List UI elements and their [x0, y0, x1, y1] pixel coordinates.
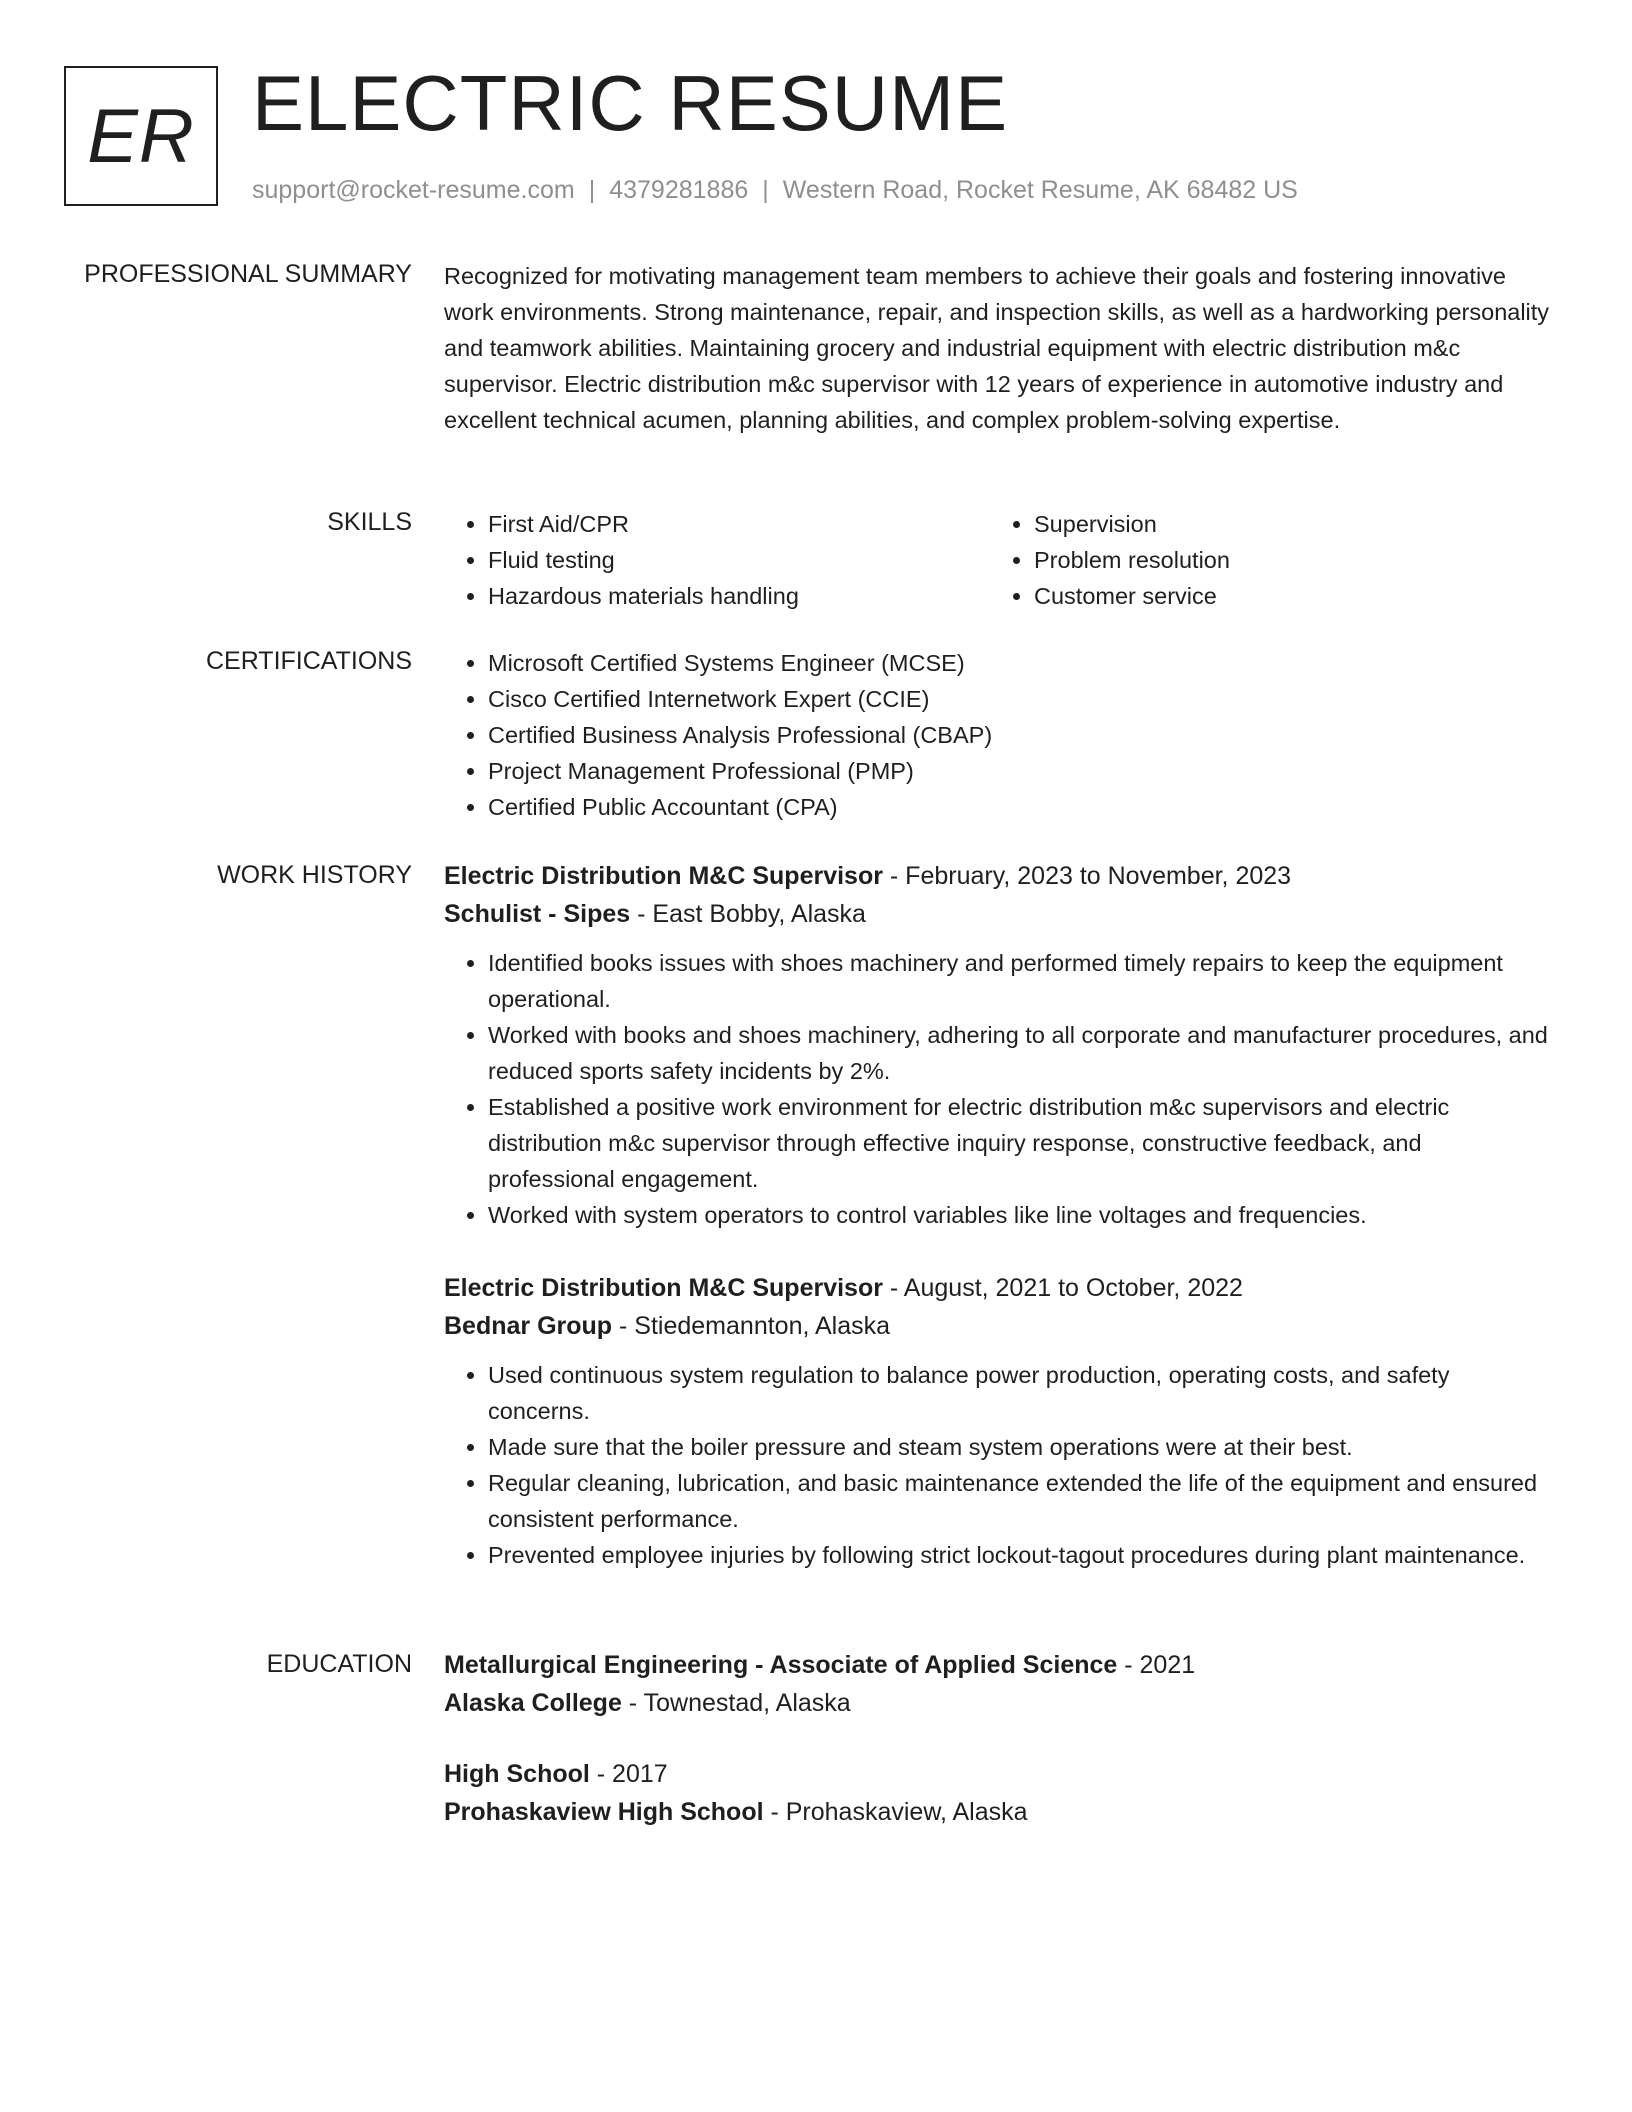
candidate-name: ELECTRIC RESUME — [252, 59, 1009, 147]
section-label: WORK HISTORY — [217, 861, 412, 889]
education-entry — [444, 1755, 1554, 1831]
list-item: • Fluid testing — [488, 542, 990, 578]
section-label: CERTIFICATIONS — [205, 647, 412, 675]
skills-list — [444, 506, 990, 614]
employer-location: - East Bobby, Alaska — [630, 900, 866, 928]
section-label: SKILLS — [327, 508, 412, 536]
job-title-line — [444, 1269, 1554, 1307]
section-body — [444, 645, 1554, 825]
degree-name: High School — [444, 1760, 590, 1788]
employer-location: - Stiedemannton, Alaska — [612, 1312, 891, 1340]
job-dates: - August, 2021 to October, 2022 — [882, 1274, 1243, 1302]
contact-separator: | — [762, 176, 769, 204]
list-item: • Regular cleaning, lubrication, and basic maintenance extended the life of the equipment and ensured consistent performance. — [488, 1465, 1554, 1537]
list-item: • Prevented employee injuries by following strict lockout-tagout procedures during plant maintenance. — [488, 1537, 1554, 1573]
list-item: • Project Management Professional (PMP) — [488, 753, 1554, 789]
list-item: • Supervision — [1034, 506, 1536, 542]
school-location: - Townestad, Alaska — [621, 1689, 851, 1717]
skills-list — [990, 506, 1536, 614]
skills-column-right — [990, 506, 1536, 614]
school-name: Alaska College — [444, 1689, 622, 1717]
school-location: - Prohaskaview, Alaska — [763, 1798, 1028, 1826]
list-item: • Hazardous materials handling — [488, 578, 990, 614]
list-item: • Made sure that the boiler pressure and steam system operations were at their best. — [488, 1429, 1554, 1465]
contact-address: Western Road, Rocket Resume, AK 68482 US — [782, 176, 1298, 204]
list-item: • Customer service — [1034, 578, 1536, 614]
section-label: EDUCATION — [266, 1650, 412, 1678]
skills-column-left — [444, 506, 990, 614]
employer-line — [444, 1307, 1554, 1345]
contact-phone[interactable]: 4379281886 — [609, 176, 749, 204]
section-label: PROFESSIONAL SUMMARY — [84, 260, 412, 288]
list-item: • First Aid/CPR — [488, 506, 990, 542]
list-item: • Established a positive work environment for electric distribution m&c supervisors and electric distribution m&c supervisor through effective inquiry response, constructive feedback, and professional engagement. — [488, 1089, 1554, 1197]
monogram-logo — [64, 66, 218, 206]
list-item: • Certified Business Analysis Professional (CBAP) — [488, 717, 1554, 753]
job-bullets — [444, 1357, 1554, 1573]
job-title-line — [444, 857, 1554, 895]
list-item: • Worked with system operators to control variables like line voltages and frequencies. — [488, 1197, 1554, 1233]
job-bullets — [444, 945, 1554, 1233]
contact-separator: | — [588, 176, 596, 204]
job-entry — [444, 857, 1554, 1233]
certifications-list — [444, 645, 1554, 825]
job-entry — [444, 1269, 1554, 1573]
contact-line — [252, 172, 1298, 208]
list-item: • Used continuous system regulation to balance power production, operating costs, and safety concerns. — [488, 1357, 1554, 1429]
employer-name: Schulist - Sipes — [444, 900, 631, 928]
monogram-text: ER — [87, 93, 195, 179]
skills-columns — [444, 506, 1554, 614]
school-line — [444, 1793, 1554, 1831]
job-dates: - February, 2023 to November, 2023 — [882, 862, 1292, 890]
employer-line — [444, 895, 1554, 933]
job-title: Electric Distribution M&C Supervisor — [444, 862, 883, 890]
employer-name: Bednar Group — [444, 1312, 613, 1340]
degree-name: Metallurgical Engineering - Associate of Applied Science — [444, 1651, 1118, 1679]
list-item: • Microsoft Certified Systems Engineer (MCSE) — [488, 645, 1554, 681]
job-title: Electric Distribution M&C Supervisor — [444, 1274, 883, 1302]
list-item: • Worked with books and shoes machinery, adhering to all corporate and manufacturer procedures, and reduced sports safety incidents by 2%. — [488, 1017, 1554, 1089]
school-line — [444, 1684, 1554, 1722]
degree-line — [444, 1646, 1554, 1684]
degree-line — [444, 1755, 1554, 1793]
education-entry — [444, 1646, 1554, 1722]
list-item: • Problem resolution — [1034, 542, 1536, 578]
summary-text: Recognized for motivating management team members to achieve their goals and fostering innovative work environments. Strong maintenance, repair, and inspection skills, as well as a hardworking personality and teamwork abilities. Maintaining grocery and industrial equipment with electric distribution m&c supervisor. Electric distribution m&c supervisor with 12 years of experience in automotive industry and excellent technical acumen, planning abilities, and complex problem-solving expertise. — [444, 263, 1550, 433]
contact-email[interactable]: support@rocket-resume.com — [252, 176, 575, 204]
list-item: • Cisco Certified Internetwork Expert (CCIE) — [488, 681, 1554, 717]
school-name: Prohaskaview High School — [444, 1798, 764, 1826]
section-body — [444, 258, 1554, 438]
list-item: • Identified books issues with shoes machinery and performed timely repairs to keep the equipment operational. — [488, 945, 1554, 1017]
list-item: • Certified Public Accountant (CPA) — [488, 789, 1554, 825]
degree-year: - 2017 — [589, 1760, 668, 1788]
degree-year: - 2021 — [1117, 1651, 1196, 1679]
